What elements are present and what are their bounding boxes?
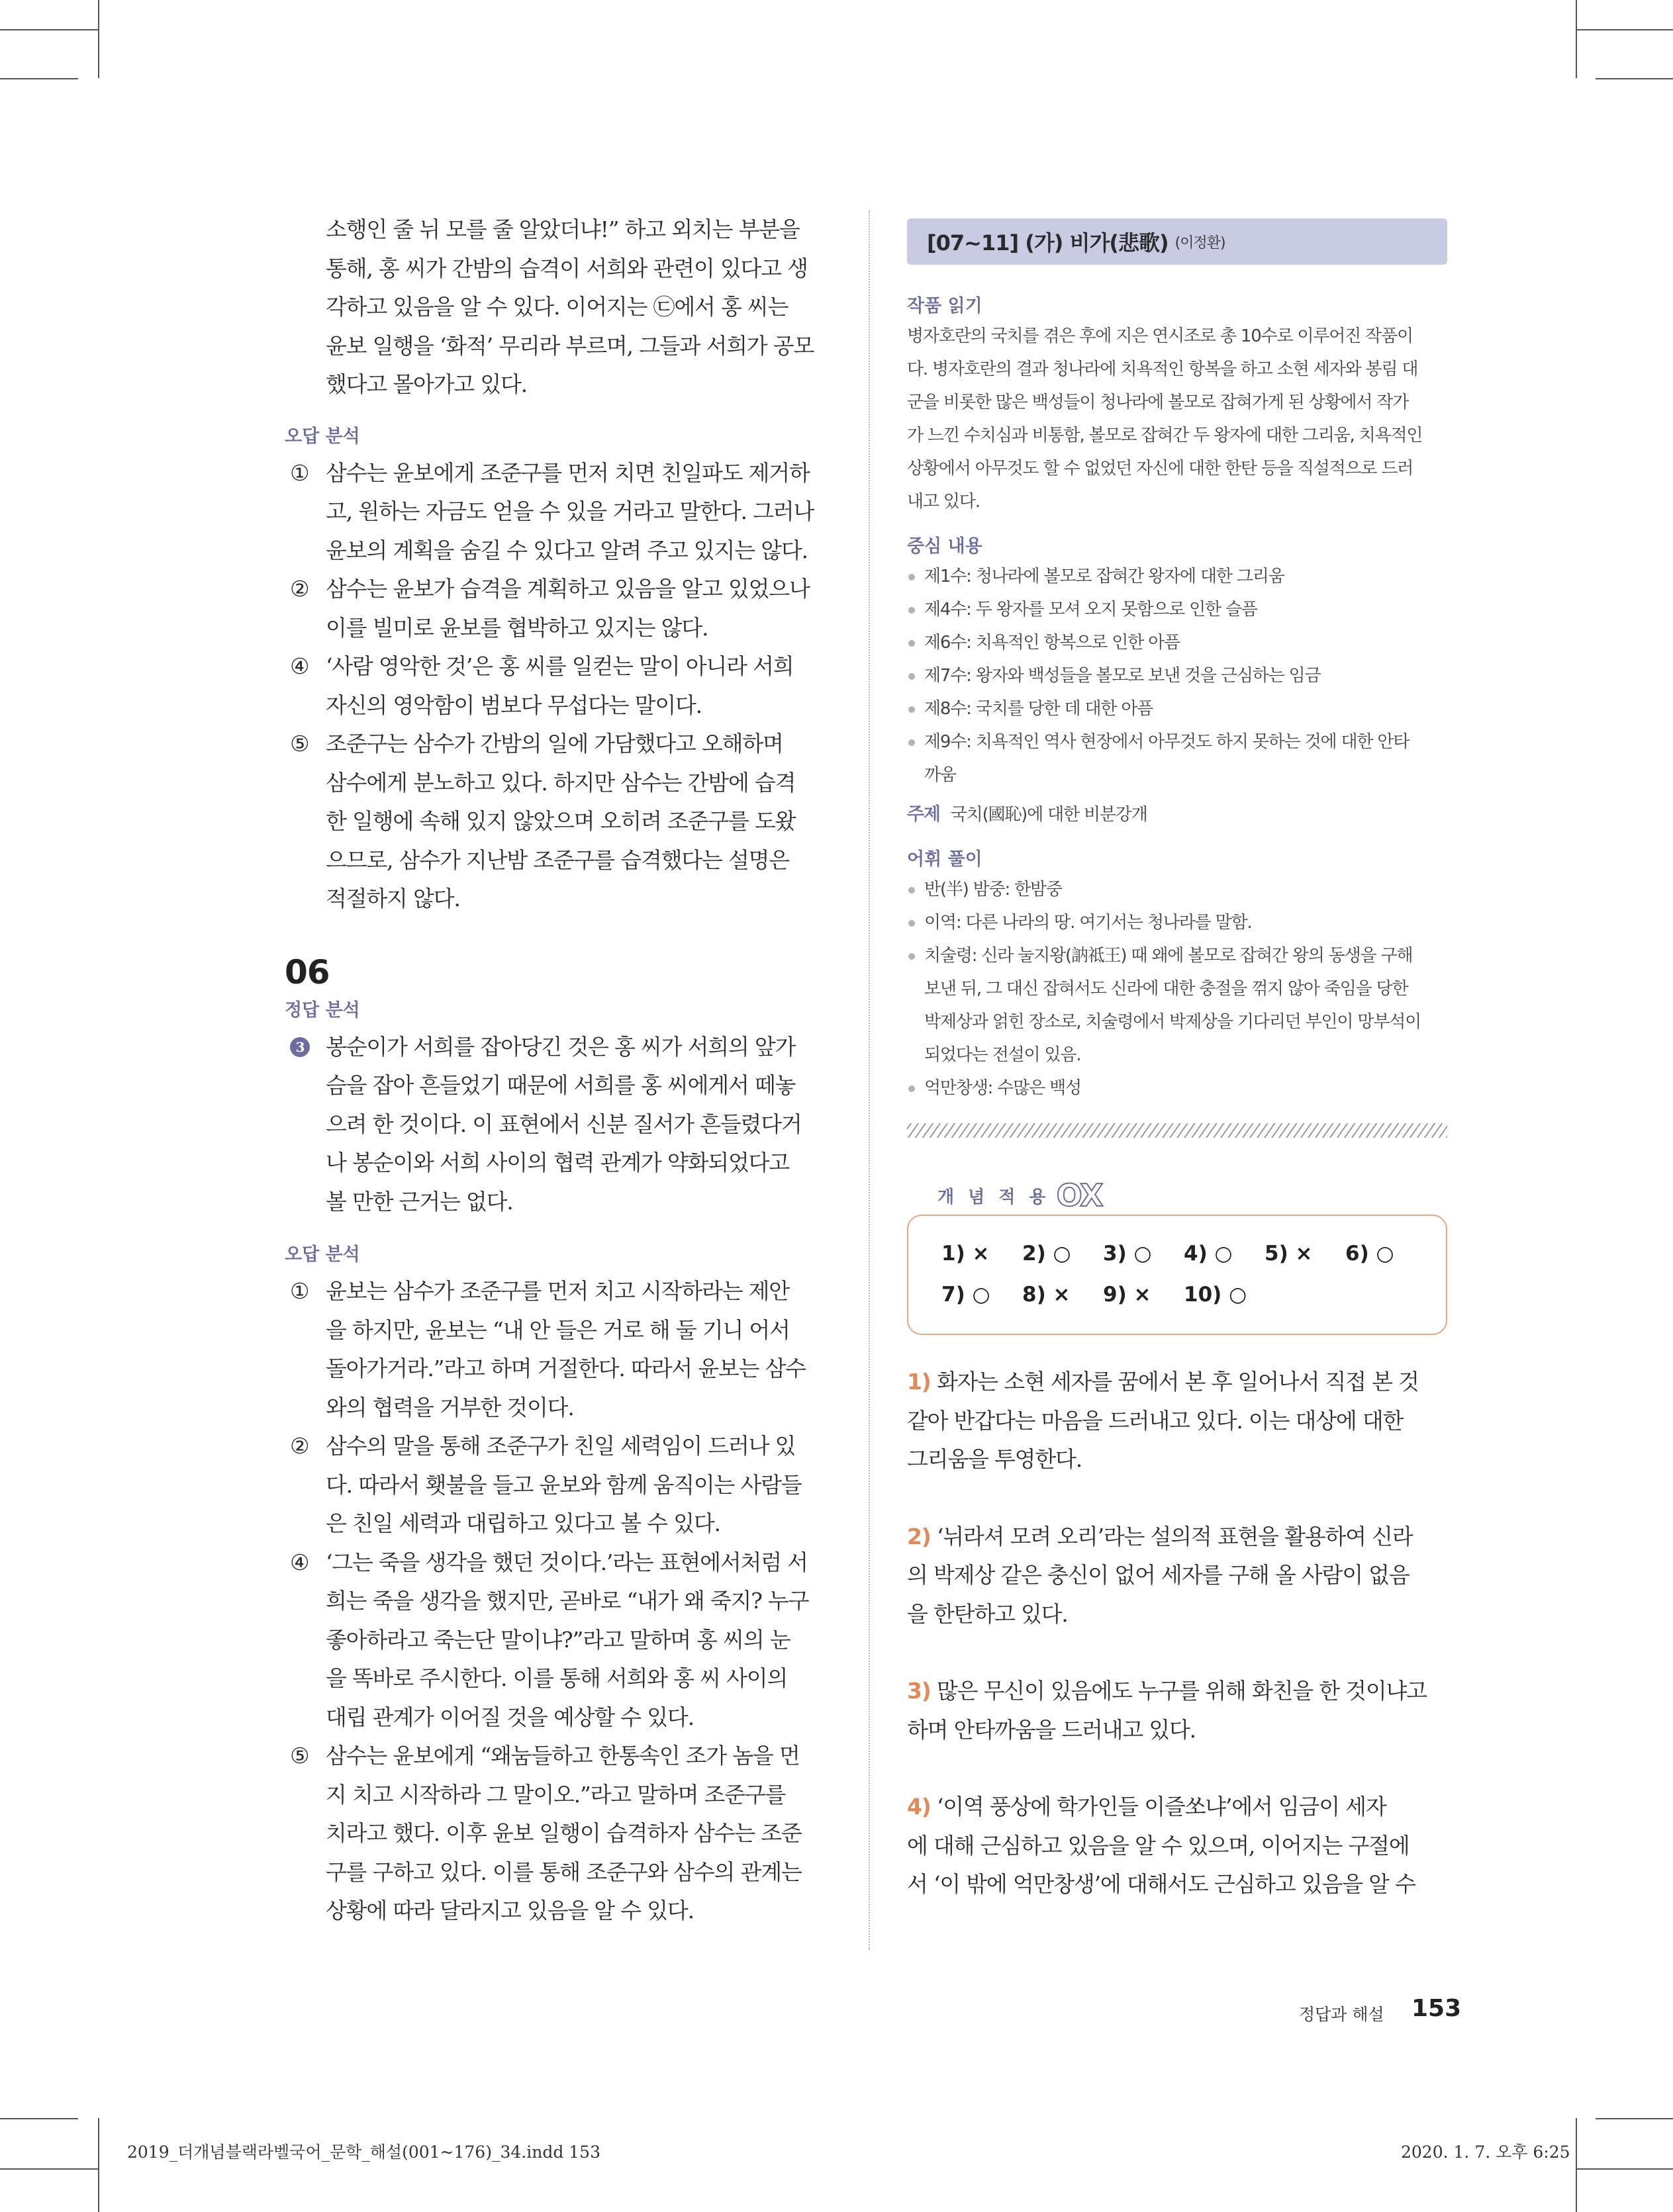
answer-text: 같아 반갑다는 마음을 드러내고 있다. 이는 대상에 대한	[907, 1407, 1404, 1434]
wrong-analysis-label: 오답 분석	[285, 426, 360, 447]
wrong-analysis-list	[285, 454, 830, 919]
ox-answer: 3) ○	[1103, 1242, 1152, 1266]
crop-mark	[1576, 29, 1673, 30]
file-slug: 2019_더개념블랙라벨국어_문학_해설(001~176)_34.indd 153	[127, 2143, 600, 2162]
text-line: 적절하지 않다.	[326, 886, 460, 911]
passage-title-bar	[907, 218, 1447, 265]
crop-mark	[0, 78, 78, 79]
item-number: ①	[290, 1278, 309, 1304]
right-column	[907, 218, 1447, 1943]
answer-number: 3)	[907, 1678, 931, 1704]
passage-title: [07~11] (가) 비가(悲歌)	[927, 230, 1169, 255]
answer-text: 많은 무신이 있음에도 누구를 위해 화친을 한 것이냐고	[936, 1678, 1427, 1704]
left-column	[285, 210, 830, 1931]
text-line: 지 치고 시작하라 그 말이오.”라고 말하며 조준구를	[326, 1781, 786, 1808]
text-line: 삼수는 윤보에게 조준구를 먼저 치면 친일파도 제거하	[326, 459, 810, 486]
column-divider	[869, 210, 870, 1950]
text-line: 은 친일 세력과 대립하고 있다고 볼 수 있다.	[326, 1510, 720, 1536]
bullet-item	[907, 725, 1447, 792]
crop-mark	[0, 29, 98, 30]
text-line: 윤보는 삼수가 조준구를 먼저 치고 시작하라는 제안	[326, 1278, 789, 1304]
bullet-item	[907, 659, 1447, 692]
text-line: 내고 있다.	[907, 492, 980, 512]
list-item	[285, 570, 830, 647]
text-line	[907, 1402, 1447, 1441]
text-line: 이를 빌미로 윤보를 협박하고 있지는 않다.	[326, 614, 708, 641]
item-number: ⑤	[290, 731, 309, 757]
crop-mark	[0, 2168, 98, 2170]
ox-answer: 4) ○	[1184, 1242, 1233, 1266]
text-line: 조준구는 삼수가 간밤의 일에 가담했다고 오해하며	[326, 731, 783, 757]
print-timestamp: 2020. 1. 7. 오후 6:25	[1401, 2143, 1570, 2162]
text-line: 통해, 홍 씨가 간밤의 습격이 서희와 관련이 있다고 생	[326, 255, 808, 281]
bullet-item	[907, 692, 1447, 725]
crop-mark	[1576, 2168, 1673, 2170]
ox-answer: 7) ○	[941, 1283, 990, 1307]
text-line: 제8수: 국치를 당한 데 대한 아픔	[924, 699, 1153, 719]
reading-text	[907, 320, 1447, 518]
item-number: ①	[290, 459, 309, 486]
ox-answer: 9) ×	[1103, 1283, 1151, 1307]
text-line	[907, 1518, 1447, 1557]
text-line: 으므로, 삼수가 지난밤 조준구를 습격했다는 설명은	[326, 847, 789, 873]
answer-number: 4)	[907, 1794, 931, 1820]
text-line: 반(半) 밤중: 한밤중	[924, 880, 1062, 899]
text-line	[907, 1865, 1447, 1904]
list-item	[285, 1272, 830, 1427]
crop-mark	[1576, 0, 1577, 78]
bullet-item	[907, 626, 1447, 659]
text-line: 이역: 다른 나라의 땅. 여기서는 청나라를 말함.	[924, 913, 1252, 933]
text-line: 제6수: 치욕적인 항복으로 인한 아픔	[924, 633, 1180, 653]
text-line: 군을 비롯한 많은 백성들이 청나라에 볼모로 잡혀가게 된 상황에서 작가	[907, 392, 1409, 412]
ox-answer: 5) ×	[1265, 1242, 1313, 1266]
passage-author: (이정환)	[1174, 234, 1225, 252]
list-item	[285, 1737, 830, 1931]
text-line: 볼 만한 근거는 없다.	[326, 1188, 513, 1215]
ox-answer-box	[907, 1215, 1447, 1335]
list-item	[285, 725, 830, 919]
text-line: 까움	[924, 765, 956, 785]
bullet-item	[907, 560, 1447, 593]
item-number: ④	[290, 653, 309, 679]
text-line: 했다고 몰아가고 있다.	[326, 371, 527, 397]
text-line: 병자호란의 국치를 겪은 후에 지은 연시조로 총 10수로 이루어진 작품이	[907, 326, 1413, 346]
reading-label: 작품 읽기	[907, 296, 982, 316]
theme-text: 국치(國恥)에 대한 비분강개	[950, 805, 1147, 825]
text-line: 치술령: 신라 눌지왕(訥祗王) 때 왜에 볼모로 잡혀간 왕의 동생을 구해	[924, 946, 1413, 966]
wrong-analysis-label: 오답 분석	[285, 1244, 360, 1265]
text-line: 제7수: 왕자와 백성들을 볼모로 보낸 것을 근심하는 임금	[924, 666, 1321, 686]
item-number: ②	[290, 576, 309, 602]
theme-label: 주제	[907, 804, 940, 825]
text-line: ‘사람 영악한 것’은 홍 씨를 일컫는 말이 아니라 서희	[326, 653, 794, 679]
text-line	[907, 1595, 1447, 1634]
content-list	[907, 560, 1447, 792]
text-line: 다. 병자호란의 결과 청나라에 치욕적인 항복을 하고 소현 세자와 봉림 대	[907, 359, 1418, 379]
wrong-analysis-list	[285, 1272, 830, 1931]
text-line: 가 느낀 수치심과 비통함, 볼모로 잡혀간 두 왕자에 대한 그리움, 치욕적인	[907, 426, 1423, 445]
ox-row	[941, 1233, 1446, 1274]
list-item	[285, 1544, 830, 1737]
crop-mark	[0, 2118, 78, 2119]
footer-label: 정답과 해설	[1299, 2005, 1384, 2024]
text-line: 제9수: 치욕적인 역사 현장에서 아무것도 하지 못하는 것에 대한 안타	[924, 732, 1410, 752]
text-line: 상황에서 아무것도 할 수 없었던 자신에 대한 한탄 등을 직설적으로 드러	[907, 459, 1413, 479]
bullet-item	[907, 873, 1447, 906]
text-line: 구를 구하고 있다. 이를 통해 조준구와 삼수의 관계는	[326, 1859, 802, 1885]
answer-block	[907, 1672, 1447, 1749]
list-item	[285, 1028, 830, 1222]
crop-mark	[98, 0, 99, 78]
answer-text: 의 박제상 같은 충신이 없어 세자를 구해 올 사람이 없음	[907, 1562, 1410, 1588]
answer-block	[907, 1518, 1447, 1634]
ox-mark-icon: OX	[1056, 1177, 1102, 1213]
answer-text: 서 ‘이 밖에 억만창생’에 대해서도 근심하고 있음을 알 수	[907, 1871, 1415, 1897]
text-line: 되었다는 전설이 있음.	[924, 1045, 1081, 1065]
ox-title-text: 개 념 적 용	[937, 1187, 1050, 1207]
crop-mark	[1596, 2118, 1673, 2119]
crop-mark	[98, 2118, 99, 2212]
text-line: 삼수의 말을 통해 조준구가 친일 세력임이 드러나 있	[326, 1433, 796, 1459]
ox-row	[941, 1274, 1446, 1315]
answer-text: 그리움을 투영한다.	[907, 1446, 1082, 1472]
answer-number: 2)	[907, 1523, 931, 1549]
vocab-label: 어휘 풀이	[907, 849, 982, 870]
answer-text: ‘뉘라셔 모려 오리’라는 설의적 표현을 활용하여 신라	[936, 1523, 1413, 1549]
list-item	[285, 647, 830, 725]
text-line: 제4수: 두 왕자를 모셔 오지 못함으로 인한 슬픔	[924, 600, 1257, 620]
text-line: 상황에 따라 달라지고 있음을 알 수 있다.	[326, 1898, 694, 1923]
text-line: 다. 따라서 횃불을 들고 윤보와 함께 움직이는 사람들	[326, 1471, 802, 1498]
answer-explanations	[907, 1363, 1447, 1904]
item-number: ⑤	[290, 1743, 309, 1769]
item-number: ④	[290, 1549, 309, 1575]
answer-block	[907, 1363, 1447, 1479]
text-line: 삼수는 윤보에게 “왜눔들하고 한통속인 조가 놈을 먼	[326, 1743, 800, 1769]
text-line: 제1수: 청나라에 볼모로 잡혀간 왕자에 대한 그리움	[924, 567, 1284, 586]
text-line: 슴을 잡아 흔들었기 때문에 서희를 홍 씨에게서 떼놓	[326, 1072, 796, 1098]
text-line: 좋아하라고 죽는단 말이냐?”라고 말하며 홍 씨의 눈	[326, 1626, 790, 1653]
text-line: 삼수에게 분노하고 있다. 하지만 삼수는 간밤에 습격	[326, 769, 796, 796]
text-line: 나 봉순이와 서희 사이의 협력 관계가 약화되었다고	[326, 1150, 789, 1175]
text-line	[907, 1711, 1447, 1750]
crop-mark	[1596, 78, 1673, 79]
text-line: 삼수는 윤보가 습격을 계획하고 있음을 알고 있었으나	[326, 576, 810, 602]
text-line	[907, 1440, 1447, 1479]
bullet-item	[907, 906, 1447, 939]
text-line: 고, 원하는 자금도 얻을 수 있을 거라고 말한다. 그러나	[326, 498, 814, 524]
answer-text: ‘이역 풍상에 학가인들 이즐쏘냐’에서 임금이 세자	[936, 1794, 1386, 1820]
content-label: 중심 내용	[907, 536, 982, 557]
text-line: 자신의 영악함이 범보다 무섭다는 말이다.	[326, 692, 702, 718]
vocab-list	[907, 873, 1447, 1105]
ox-answer: 2) ○	[1022, 1242, 1071, 1266]
intro-paragraph	[285, 210, 830, 404]
answer-number: 1)	[907, 1369, 931, 1395]
text-line: 한 일행에 속해 있지 않았으며 오히려 조준구를 도왔	[326, 808, 796, 834]
text-line: 대립 관계가 이어질 것을 예상할 수 있다.	[326, 1704, 694, 1730]
hatch-divider	[907, 1123, 1447, 1138]
text-line: 박제상과 얽힌 장소로, 치술령에서 박제상을 기다리던 부인이 망부석이	[924, 1012, 1421, 1032]
text-line	[907, 1556, 1447, 1595]
bullet-item	[907, 939, 1447, 1072]
text-line	[907, 1788, 1447, 1827]
text-line	[907, 1827, 1447, 1866]
ox-answer: 8) ×	[1022, 1283, 1071, 1307]
ox-answer: 1) ×	[941, 1242, 990, 1266]
list-item	[285, 1427, 830, 1544]
question-number: 06	[285, 952, 330, 991]
text-line: 을 하지만, 윤보는 “내 안 들은 거로 해 둘 기니 어서	[326, 1316, 790, 1343]
item-number: ②	[290, 1433, 309, 1459]
ox-title	[937, 1177, 1447, 1213]
answer-text: 하며 안타까움을 드러내고 있다.	[907, 1716, 1196, 1743]
text-line: 으려 한 것이다. 이 표현에서 신분 질서가 흔들렸다거	[326, 1111, 802, 1137]
bullet-item	[907, 1072, 1447, 1105]
text-line: 윤보 일행을 ‘화적’ 무리라 부르며, 그들과 서희가 공모	[326, 332, 814, 359]
ox-answer: 6) ○	[1345, 1242, 1394, 1266]
page-number: 153	[1411, 1995, 1462, 2022]
text-line: 와의 협력을 거부한 것이다.	[326, 1394, 574, 1420]
text-line: 돌아가거라.”라고 하며 거절한다. 따라서 윤보는 삼수	[326, 1356, 806, 1381]
crop-mark	[1576, 2118, 1577, 2212]
answer-text: 에 대해 근심하고 있음을 알 수 있으며, 이어지는 구절에	[907, 1832, 1410, 1859]
answer-text: 화자는 소현 세자를 꿈에서 본 후 일어나서 직접 본 것	[936, 1369, 1419, 1395]
text-line: ‘그는 죽을 생각을 했던 것이다.’라는 표현에서처럼 서	[326, 1549, 808, 1575]
text-line: 윤보의 계획을 숨길 수 있다고 알려 주고 있지는 않다.	[326, 537, 808, 563]
theme-row	[907, 798, 1447, 831]
text-line: 억만창생: 수많은 백성	[924, 1078, 1081, 1098]
bullet-item	[907, 593, 1447, 626]
text-line: 소행인 줄 뉘 모를 줄 알았더냐!” 하고 외치는 부분을	[326, 216, 800, 242]
answer-text: 을 한탄하고 있다.	[907, 1600, 1068, 1627]
text-line: 봉순이가 서희를 잡아당긴 것은 홍 씨가 서희의 앞가	[326, 1033, 796, 1060]
text-line: 보낸 뒤, 그 대신 잡혀서도 신라에 대한 충절을 꺾지 않아 죽임을 당한	[924, 979, 1408, 999]
text-line	[907, 1672, 1447, 1711]
text-line: 각하고 있음을 알 수 있다. 이어지는 ㉢에서 홍 씨는	[326, 294, 789, 320]
text-line: 을 똑바로 주시한다. 이를 통해 서희와 홍 씨 사이의	[326, 1665, 788, 1691]
answer-block	[907, 1788, 1447, 1904]
text-line: 희는 죽을 생각을 했지만, 곧바로 “내가 왜 죽지? 누구	[326, 1588, 809, 1614]
answer-analysis-label: 정답 분석	[285, 999, 360, 1021]
text-line: 치라고 했다. 이후 윤보 일행이 습격하자 삼수는 조준	[326, 1820, 802, 1846]
ox-answer: 10) ○	[1184, 1283, 1247, 1307]
answer-number-icon: 3	[290, 1037, 310, 1057]
text-line	[907, 1363, 1447, 1402]
answer-analysis	[285, 1028, 830, 1222]
list-item	[285, 454, 830, 571]
